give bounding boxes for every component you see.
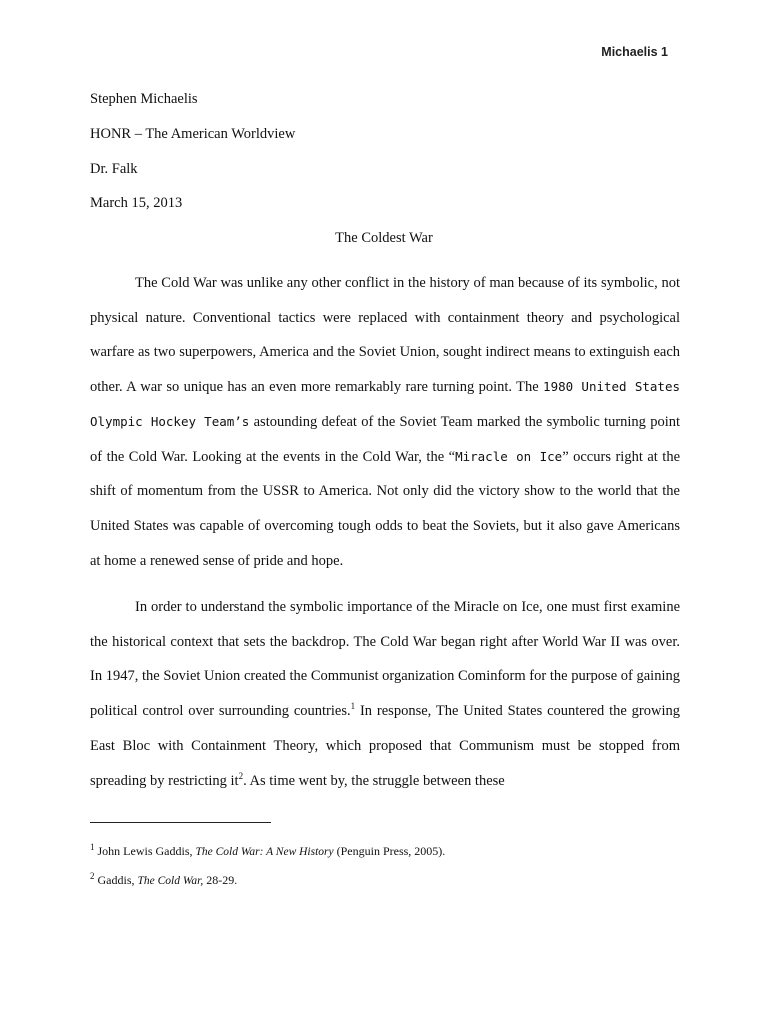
paragraph-2-text-b: In response, The United States countered the growing East Bloc with Containment Theory, which proposed that Communism must be stopped from spreading by restricting it: [90, 703, 680, 789]
footnote-1-number: 1: [90, 842, 95, 852]
footnote-1-post: (Penguin Press, 2005).: [333, 844, 446, 858]
paper-title: The Coldest War: [335, 230, 433, 246]
paragraph-1-text-a: The Cold War was unlike any other conflict in the history of man because of its symbolic, not physical nature. Conventional tactics were replaced with containment theory and psychological warfare as two superpowers, America and the Soviet Union, sought indirect means to extinguish each other. A war so unique has an even more remarkably rare turning point. The: [90, 275, 680, 396]
paragraph-1-text-c: astounding defeat of the Soviet Team marked the symbolic turning point of the Cold War. Looking at the events in the Cold War, the “: [90, 413, 681, 465]
footnote-ref-2[interactable]: 2: [238, 770, 244, 781]
footnote-1-title: The Cold War: A New History: [195, 846, 334, 858]
course-name: HONR – The American Worldview: [90, 126, 296, 142]
paragraph-2-text-a: In order to understand the symbolic importance of the Miracle on Ice, one must first examine the historical context that sets the backdrop. The Cold War began right after World War II was over. In 1947, the Soviet Union created the Communist organization Cominform for the purpose of gaining political control over surrounding countries.: [90, 599, 680, 720]
instructor-name: Dr. Falk: [90, 161, 138, 177]
footnote-2-post: 28-29.: [203, 873, 238, 887]
paragraph-1: [90, 266, 680, 578]
footnote-2: [90, 872, 237, 889]
paragraph-2-text-c: . As time went by, the struggle between these: [243, 772, 505, 789]
footnote-1-pre: John Lewis Gaddis,: [97, 844, 196, 858]
footnote-2-title: The Cold War,: [137, 875, 204, 887]
paper-date: March 15, 2013: [90, 195, 183, 211]
footnote-ref-1[interactable]: 1: [350, 701, 356, 712]
author-name: Stephen Michaelis: [90, 91, 198, 107]
paragraph-2: [90, 590, 680, 798]
footnote-2-number: 2: [90, 871, 95, 881]
paragraph-1-team-name: 1980 United States Olympic Hockey Team’s: [90, 379, 680, 429]
paragraph-1-miracle-on-ice: Miracle on Ice: [455, 448, 563, 464]
footnote-1: [90, 843, 445, 860]
paragraph-1-text-e: ” occurs right at the shift of momentum from the USSR to America. Not only did the victory show to the world that the United States was capable of overcoming tough odds to beat the Soviets, but it also gave Americans at home a renewed sense of pride and hope.: [90, 448, 681, 569]
running-head: Michaelis 1: [601, 45, 668, 59]
footnote-divider: [90, 822, 271, 823]
footnote-2-pre: Gaddis,: [97, 873, 138, 887]
